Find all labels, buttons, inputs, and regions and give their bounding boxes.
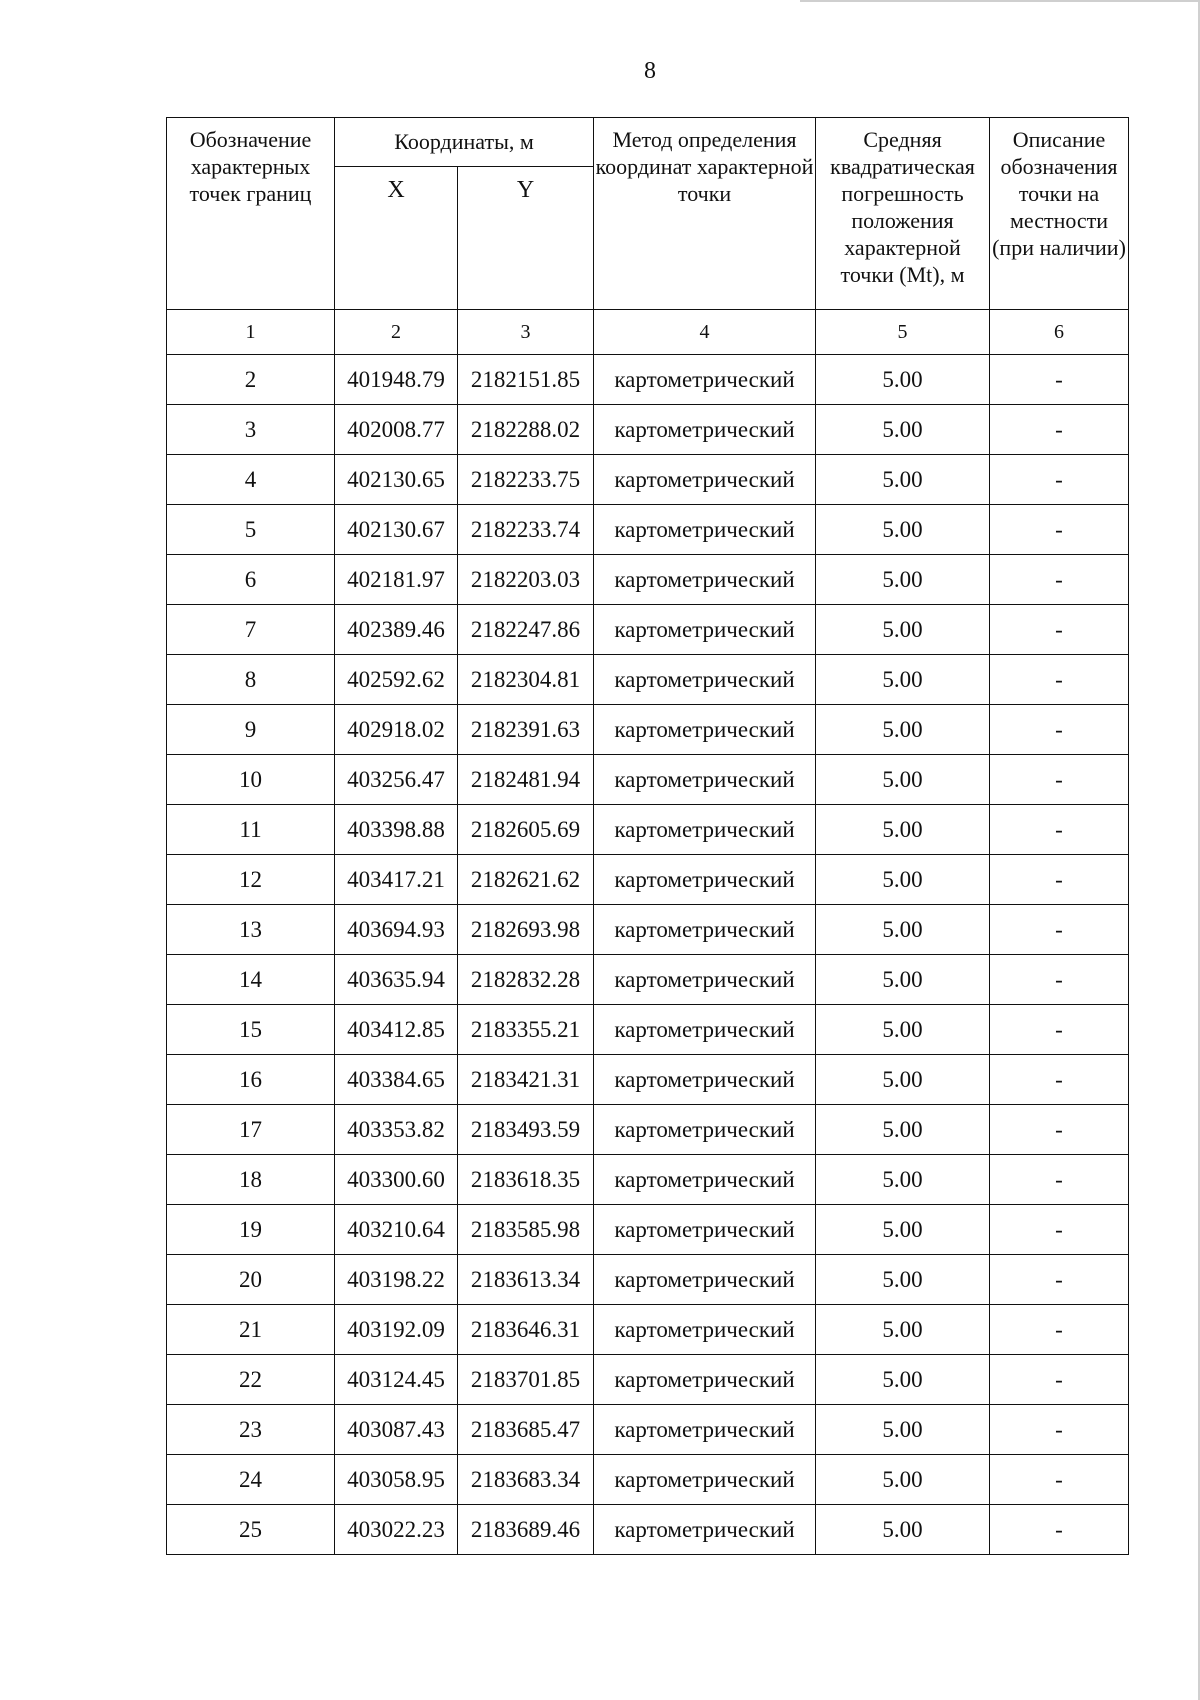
x-coordinate-cell: 402592.62: [335, 655, 458, 705]
point-number-cell: 24: [167, 1455, 335, 1505]
y-coordinate-cell: 2183421.31: [458, 1055, 594, 1105]
table-row: [167, 1205, 1129, 1255]
point-number-cell: 7: [167, 605, 335, 655]
table-row: [167, 755, 1129, 805]
error-cell: 5.00: [816, 555, 990, 605]
column-number: 6: [990, 310, 1129, 355]
method-cell: картометрический: [594, 1055, 816, 1105]
method-cell: картометрический: [594, 605, 816, 655]
point-number-cell: 9: [167, 705, 335, 755]
error-cell: 5.00: [816, 405, 990, 455]
error-cell: 5.00: [816, 805, 990, 855]
description-cell: -: [990, 1355, 1129, 1405]
method-cell: картометрический: [594, 455, 816, 505]
description-cell: -: [990, 1505, 1129, 1555]
point-number-cell: 19: [167, 1205, 335, 1255]
method-cell: картометрический: [594, 555, 816, 605]
error-cell: 5.00: [816, 1255, 990, 1305]
x-coordinate-cell: 403198.22: [335, 1255, 458, 1305]
error-cell: 5.00: [816, 355, 990, 405]
method-cell: картометрический: [594, 1405, 816, 1455]
point-number-cell: 18: [167, 1155, 335, 1205]
table-row: [167, 1305, 1129, 1355]
coordinates-table: [166, 117, 1129, 1555]
point-number-cell: 22: [167, 1355, 335, 1405]
method-cell: картометрический: [594, 1455, 816, 1505]
method-cell: картометрический: [594, 355, 816, 405]
header-coordinates: Координаты, м: [335, 118, 594, 167]
y-coordinate-cell: 2182288.02: [458, 405, 594, 455]
point-number-cell: 17: [167, 1105, 335, 1155]
x-coordinate-cell: 403124.45: [335, 1355, 458, 1405]
error-cell: 5.00: [816, 905, 990, 955]
point-number-cell: 15: [167, 1005, 335, 1055]
y-coordinate-cell: 2183683.34: [458, 1455, 594, 1505]
y-coordinate-cell: 2182247.86: [458, 605, 594, 655]
description-cell: -: [990, 905, 1129, 955]
error-cell: 5.00: [816, 605, 990, 655]
table-body: [167, 355, 1129, 1555]
error-cell: 5.00: [816, 755, 990, 805]
y-coordinate-cell: 2182832.28: [458, 955, 594, 1005]
method-cell: картометрический: [594, 1155, 816, 1205]
error-cell: 5.00: [816, 1505, 990, 1555]
method-cell: картометрический: [594, 805, 816, 855]
point-number-cell: 6: [167, 555, 335, 605]
description-cell: -: [990, 1405, 1129, 1455]
error-cell: 5.00: [816, 855, 990, 905]
x-coordinate-cell: 403300.60: [335, 1155, 458, 1205]
x-coordinate-cell: 403210.64: [335, 1205, 458, 1255]
y-coordinate-cell: 2183685.47: [458, 1405, 594, 1455]
x-coordinate-cell: 402181.97: [335, 555, 458, 605]
x-coordinate-cell: 403087.43: [335, 1405, 458, 1455]
error-cell: 5.00: [816, 705, 990, 755]
point-number-cell: 14: [167, 955, 335, 1005]
method-cell: картометрический: [594, 955, 816, 1005]
y-coordinate-cell: 2183689.46: [458, 1505, 594, 1555]
description-cell: -: [990, 405, 1129, 455]
x-coordinate-cell: 403192.09: [335, 1305, 458, 1355]
y-coordinate-cell: 2183585.98: [458, 1205, 594, 1255]
point-number-cell: 12: [167, 855, 335, 905]
description-cell: -: [990, 1205, 1129, 1255]
method-cell: картометрический: [594, 755, 816, 805]
y-coordinate-cell: 2183646.31: [458, 1305, 594, 1355]
error-cell: 5.00: [816, 455, 990, 505]
header-error: Средняя квадратическая погрешность положения характерной точки (Mt), м: [816, 118, 990, 310]
table-row: [167, 905, 1129, 955]
x-coordinate-cell: 403058.95: [335, 1455, 458, 1505]
table-row: [167, 805, 1129, 855]
table-row: [167, 405, 1129, 455]
table-row: [167, 1155, 1129, 1205]
error-cell: 5.00: [816, 505, 990, 555]
error-cell: 5.00: [816, 955, 990, 1005]
description-cell: -: [990, 1255, 1129, 1305]
point-number-cell: 20: [167, 1255, 335, 1305]
method-cell: картометрический: [594, 705, 816, 755]
y-coordinate-cell: 2183613.34: [458, 1255, 594, 1305]
column-number: 1: [167, 310, 335, 355]
description-cell: -: [990, 355, 1129, 405]
header-method: Метод определения координат характерной точки: [594, 118, 816, 310]
x-coordinate-cell: 402008.77: [335, 405, 458, 455]
table-row: [167, 1505, 1129, 1555]
description-cell: -: [990, 1105, 1129, 1155]
method-cell: картометрический: [594, 1355, 816, 1405]
method-cell: картометрический: [594, 905, 816, 955]
x-coordinate-cell: 403256.47: [335, 755, 458, 805]
y-coordinate-cell: 2183355.21: [458, 1005, 594, 1055]
table-row: [167, 355, 1129, 405]
description-cell: -: [990, 1055, 1129, 1105]
column-number: 2: [335, 310, 458, 355]
error-cell: 5.00: [816, 1155, 990, 1205]
x-coordinate-cell: 402918.02: [335, 705, 458, 755]
error-cell: 5.00: [816, 1105, 990, 1155]
method-cell: картометрический: [594, 1205, 816, 1255]
x-coordinate-cell: 403022.23: [335, 1505, 458, 1555]
y-coordinate-cell: 2182481.94: [458, 755, 594, 805]
point-number-cell: 21: [167, 1305, 335, 1355]
point-number-cell: 23: [167, 1405, 335, 1455]
point-number-cell: 13: [167, 905, 335, 955]
y-coordinate-cell: 2182304.81: [458, 655, 594, 705]
table-row: [167, 455, 1129, 505]
description-cell: -: [990, 955, 1129, 1005]
x-coordinate-cell: 402130.65: [335, 455, 458, 505]
y-coordinate-cell: 2183701.85: [458, 1355, 594, 1405]
point-number-cell: 5: [167, 505, 335, 555]
description-cell: -: [990, 605, 1129, 655]
point-number-cell: 8: [167, 655, 335, 705]
method-cell: картометрический: [594, 1255, 816, 1305]
table-row: [167, 555, 1129, 605]
header-y: Y: [458, 167, 594, 310]
description-cell: -: [990, 505, 1129, 555]
column-number: 5: [816, 310, 990, 355]
method-cell: картометрический: [594, 405, 816, 455]
y-coordinate-cell: 2182605.69: [458, 805, 594, 855]
table-row: [167, 1105, 1129, 1155]
y-coordinate-cell: 2182233.74: [458, 505, 594, 555]
x-coordinate-cell: 403417.21: [335, 855, 458, 905]
x-coordinate-cell: 403412.85: [335, 1005, 458, 1055]
page-number: 8: [644, 58, 656, 84]
table-row: [167, 1055, 1129, 1105]
x-coordinate-cell: 402389.46: [335, 605, 458, 655]
error-cell: 5.00: [816, 655, 990, 705]
x-coordinate-cell: 403635.94: [335, 955, 458, 1005]
table-row: [167, 855, 1129, 905]
y-coordinate-cell: 2182391.63: [458, 705, 594, 755]
table-row: [167, 1455, 1129, 1505]
method-cell: картометрический: [594, 1005, 816, 1055]
error-cell: 5.00: [816, 1055, 990, 1105]
description-cell: -: [990, 1305, 1129, 1355]
description-cell: -: [990, 455, 1129, 505]
error-cell: 5.00: [816, 1005, 990, 1055]
x-coordinate-cell: 401948.79: [335, 355, 458, 405]
table-row: [167, 605, 1129, 655]
header-description: Описание обозначения точки на местности (при наличии): [990, 118, 1129, 310]
table-row: [167, 655, 1129, 705]
point-number-cell: 2: [167, 355, 335, 405]
description-cell: -: [990, 1155, 1129, 1205]
column-number: 4: [594, 310, 816, 355]
description-cell: -: [990, 555, 1129, 605]
error-cell: 5.00: [816, 1405, 990, 1455]
error-cell: 5.00: [816, 1455, 990, 1505]
method-cell: картометрический: [594, 1305, 816, 1355]
header-designation: Обозначение характерных точек границ: [167, 118, 335, 310]
point-number-cell: 10: [167, 755, 335, 805]
y-coordinate-cell: 2182151.85: [458, 355, 594, 405]
description-cell: -: [990, 705, 1129, 755]
table-row: [167, 955, 1129, 1005]
scan-top-edge: [800, 0, 1200, 2]
table-row: [167, 1255, 1129, 1305]
x-coordinate-cell: 403384.65: [335, 1055, 458, 1105]
point-number-cell: 25: [167, 1505, 335, 1555]
x-coordinate-cell: 403398.88: [335, 805, 458, 855]
description-cell: -: [990, 755, 1129, 805]
column-number: 3: [458, 310, 594, 355]
method-cell: картометрический: [594, 855, 816, 905]
table-row: [167, 1405, 1129, 1455]
y-coordinate-cell: 2183618.35: [458, 1155, 594, 1205]
method-cell: картометрический: [594, 1505, 816, 1555]
method-cell: картометрический: [594, 505, 816, 555]
x-coordinate-cell: 403353.82: [335, 1105, 458, 1155]
error-cell: 5.00: [816, 1305, 990, 1355]
description-cell: -: [990, 1455, 1129, 1505]
y-coordinate-cell: 2182203.03: [458, 555, 594, 605]
table-row: [167, 1355, 1129, 1405]
y-coordinate-cell: 2182693.98: [458, 905, 594, 955]
y-coordinate-cell: 2183493.59: [458, 1105, 594, 1155]
column-numbers-row: [167, 310, 1129, 355]
header-x: X: [335, 167, 458, 310]
description-cell: -: [990, 655, 1129, 705]
point-number-cell: 3: [167, 405, 335, 455]
point-number-cell: 11: [167, 805, 335, 855]
method-cell: картометрический: [594, 1105, 816, 1155]
table-row: [167, 705, 1129, 755]
x-coordinate-cell: 403694.93: [335, 905, 458, 955]
method-cell: картометрический: [594, 655, 816, 705]
y-coordinate-cell: 2182233.75: [458, 455, 594, 505]
error-cell: 5.00: [816, 1355, 990, 1405]
point-number-cell: 4: [167, 455, 335, 505]
description-cell: -: [990, 805, 1129, 855]
x-coordinate-cell: 402130.67: [335, 505, 458, 555]
table-row: [167, 1005, 1129, 1055]
description-cell: -: [990, 1005, 1129, 1055]
y-coordinate-cell: 2182621.62: [458, 855, 594, 905]
error-cell: 5.00: [816, 1205, 990, 1255]
table-row: [167, 505, 1129, 555]
description-cell: -: [990, 855, 1129, 905]
point-number-cell: 16: [167, 1055, 335, 1105]
